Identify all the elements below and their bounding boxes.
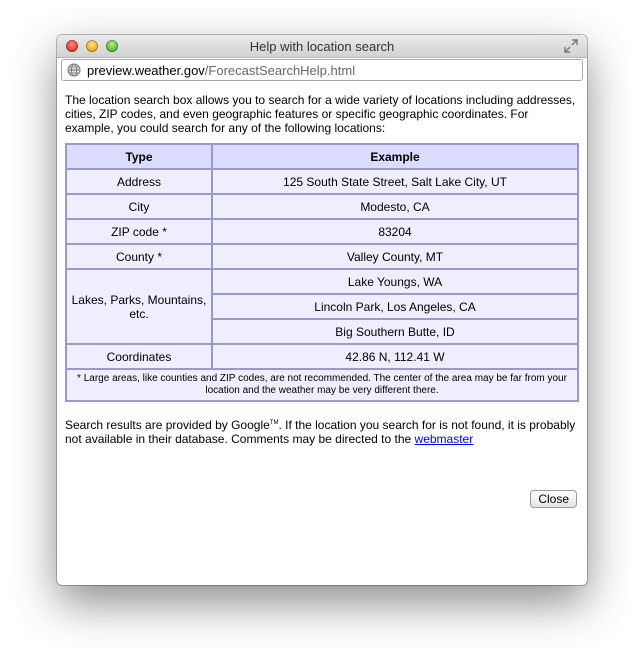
results-text-before: Search results are provided by Google (65, 418, 270, 432)
popup-window (57, 35, 587, 585)
type-column-header: Type (66, 144, 212, 169)
type-cell: Lakes, Parks, Mountains, etc. (66, 269, 212, 344)
type-cell: ZIP code * (66, 219, 212, 244)
example-cell: Lincoln Park, Los Angeles, CA (212, 294, 578, 319)
example-cell: Modesto, CA (212, 194, 578, 219)
globe-icon (67, 63, 81, 77)
window-title: Help with location search (249, 39, 395, 54)
url-path: /ForecastSearchHelp.html (204, 63, 356, 78)
footnote: * Large areas, like counties and ZIP codes, are not recommended. The center of the area may be far from your location and the weather may be very different there. (66, 369, 578, 401)
url-bar[interactable] (61, 59, 583, 81)
help-content (65, 93, 579, 446)
footnote-row (66, 369, 578, 401)
type-cell: County * (66, 244, 212, 269)
results-text (65, 416, 579, 446)
table-row (66, 344, 578, 369)
fullscreen-icon[interactable] (564, 39, 578, 53)
table-row (66, 169, 578, 194)
url-domain: preview.weather.gov (87, 63, 205, 78)
table-row (66, 269, 578, 294)
type-cell: Address (66, 169, 212, 194)
webmaster-link[interactable]: webmaster (414, 432, 474, 446)
table-header-row (66, 144, 578, 169)
type-cell: City (66, 194, 212, 219)
example-cell: Valley County, MT (212, 244, 578, 269)
example-cell: 83204 (212, 219, 578, 244)
example-cell: Lake Youngs, WA (212, 269, 578, 294)
table-row (66, 219, 578, 244)
example-cell: 42.86 N, 112.41 W (212, 344, 578, 369)
title-bar (57, 35, 587, 58)
example-column-header: Example (212, 144, 578, 169)
type-cell: Coordinates (66, 344, 212, 369)
example-cell: 125 South State Street, Salt Lake City, UT (212, 169, 578, 194)
table-row (66, 194, 578, 219)
url-text (87, 63, 355, 78)
location-examples-table (65, 143, 579, 402)
results-text-after: . If the location you search for is not found, it is probably not available in their database. Comments may be directed to the (65, 418, 576, 446)
table-row (66, 244, 578, 269)
intro-text: The location search box allows you to search for a wide variety of locations including addresses, cities, ZIP codes, and even geographic features or specific geographic coordinates. For example, you could search for any of the following locations: (65, 93, 576, 135)
trademark-mark: TM (269, 420, 279, 426)
close-button[interactable]: Close (530, 490, 577, 508)
example-cell: Big Southern Butte, ID (212, 319, 578, 344)
